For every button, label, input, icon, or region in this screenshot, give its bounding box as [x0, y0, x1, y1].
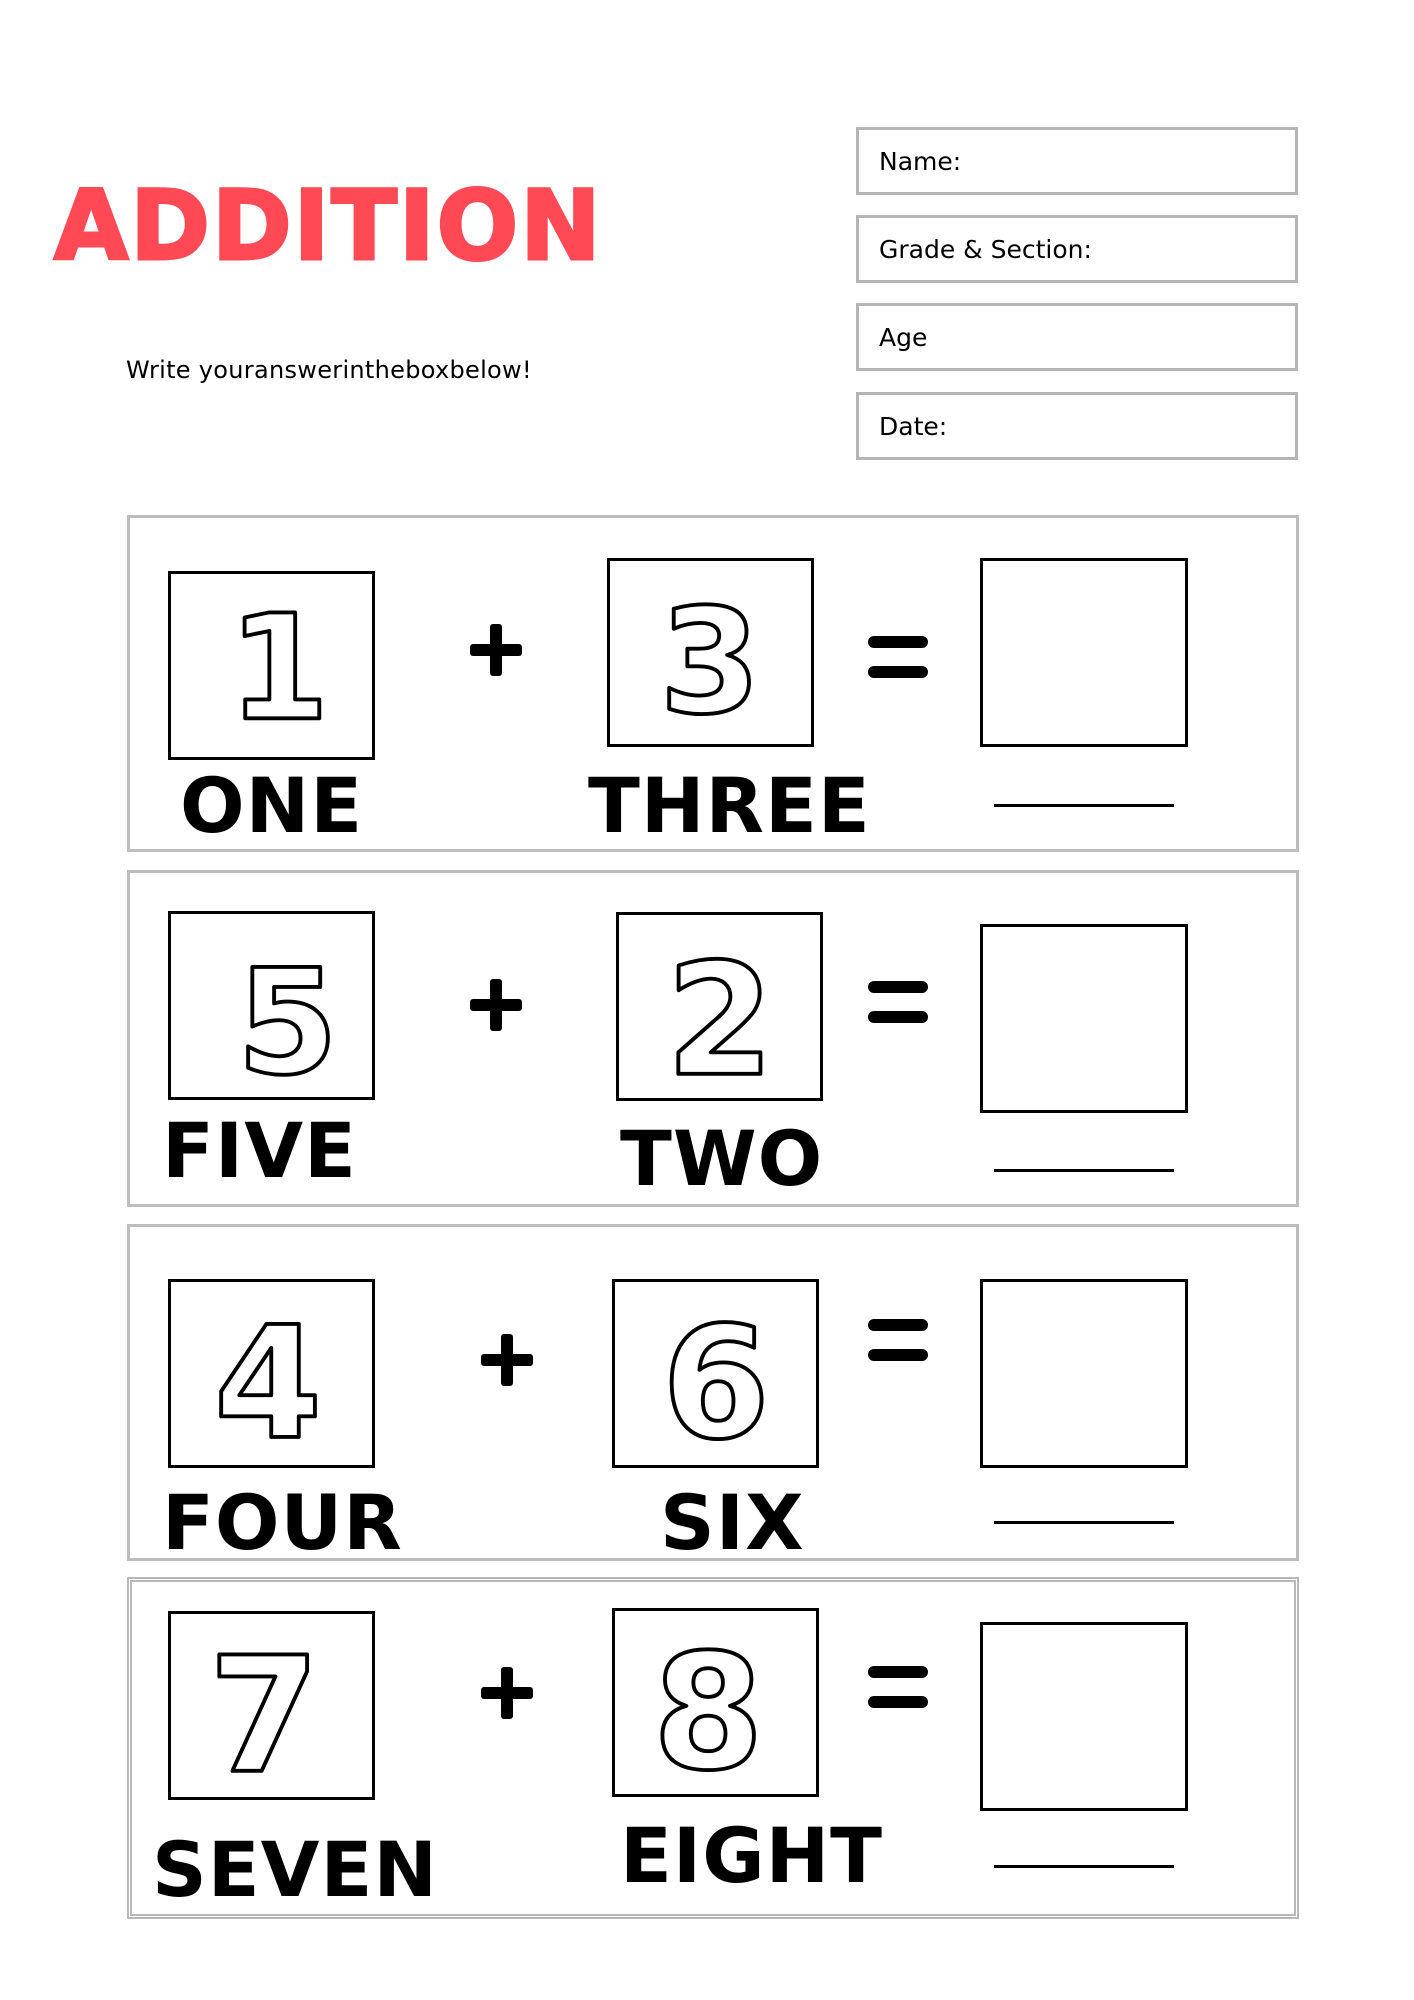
- answer-word-line[interactable]: [994, 1521, 1174, 1524]
- second-digit: 2: [666, 929, 774, 1098]
- first-digit: 1: [228, 584, 330, 754]
- problem-row-1: [127, 515, 1299, 852]
- second-number-word: SIX: [660, 1478, 805, 1567]
- first-number-word: SEVEN: [152, 1825, 438, 1914]
- second-digit: 3: [659, 578, 761, 744]
- digit-graphic: [171, 574, 372, 757]
- second-number-word: EIGHT: [620, 1811, 884, 1900]
- digit-graphic: [619, 915, 820, 1098]
- page-title: ADDITION: [54, 170, 603, 282]
- date-field-label: Date:: [879, 411, 948, 441]
- second-number-word: THREE: [588, 761, 871, 850]
- name-field-label: Name:: [879, 146, 962, 176]
- second-number-box: [612, 1279, 819, 1468]
- first-number-box: [168, 1611, 375, 1800]
- age-field-label: Age: [879, 322, 928, 352]
- date-field[interactable]: [856, 392, 1298, 460]
- instruction-text: Write youranswerintheboxbelow!: [126, 356, 532, 384]
- plus-sign: [477, 1330, 537, 1390]
- equals-sign: [866, 632, 930, 684]
- second-number-box: [612, 1608, 819, 1797]
- equals-sign: [866, 1662, 930, 1714]
- answer-box[interactable]: [980, 924, 1188, 1113]
- digit-graphic: [615, 1611, 816, 1794]
- digit-graphic: [171, 1282, 372, 1465]
- second-digit: 6: [662, 1292, 770, 1465]
- problem-row-4: [127, 1577, 1299, 1919]
- first-number-word: FOUR: [162, 1478, 403, 1567]
- first-number-word: ONE: [180, 761, 364, 850]
- problem-row-2: [127, 870, 1299, 1207]
- name-field[interactable]: [856, 127, 1298, 195]
- answer-box[interactable]: [980, 1279, 1188, 1468]
- plus-sign: [466, 975, 526, 1035]
- second-number-box: [616, 912, 823, 1101]
- answer-word-line[interactable]: [994, 1169, 1174, 1172]
- digit-graphic: [615, 1282, 816, 1465]
- second-number-word: TWO: [620, 1114, 824, 1203]
- answer-word-line[interactable]: [994, 1865, 1174, 1868]
- second-digit: 8: [652, 1619, 764, 1794]
- first-number-word: FIVE: [162, 1106, 357, 1195]
- equals-sign: [866, 1315, 930, 1367]
- answer-box[interactable]: [980, 558, 1188, 747]
- digit-graphic: [171, 1614, 372, 1797]
- digit-graphic: [610, 561, 811, 744]
- digit-graphic: [171, 914, 372, 1097]
- problem-row-3: [127, 1224, 1299, 1567]
- age-field[interactable]: [856, 303, 1298, 371]
- grade-section-field-label: Grade & Section:: [879, 234, 1092, 264]
- answer-word-line[interactable]: [994, 804, 1174, 807]
- first-number-box: [168, 1279, 375, 1468]
- first-digit: 4: [214, 1292, 323, 1465]
- first-number-box: [168, 911, 375, 1100]
- first-digit: 7: [208, 1622, 320, 1797]
- grade-section-field[interactable]: [856, 215, 1298, 283]
- plus-sign: [466, 620, 526, 680]
- first-digit: 5: [236, 938, 338, 1097]
- answer-box[interactable]: [980, 1622, 1188, 1811]
- first-number-box: [168, 571, 375, 760]
- second-number-box: [607, 558, 814, 747]
- plus-sign: [477, 1663, 537, 1723]
- equals-sign: [866, 977, 930, 1029]
